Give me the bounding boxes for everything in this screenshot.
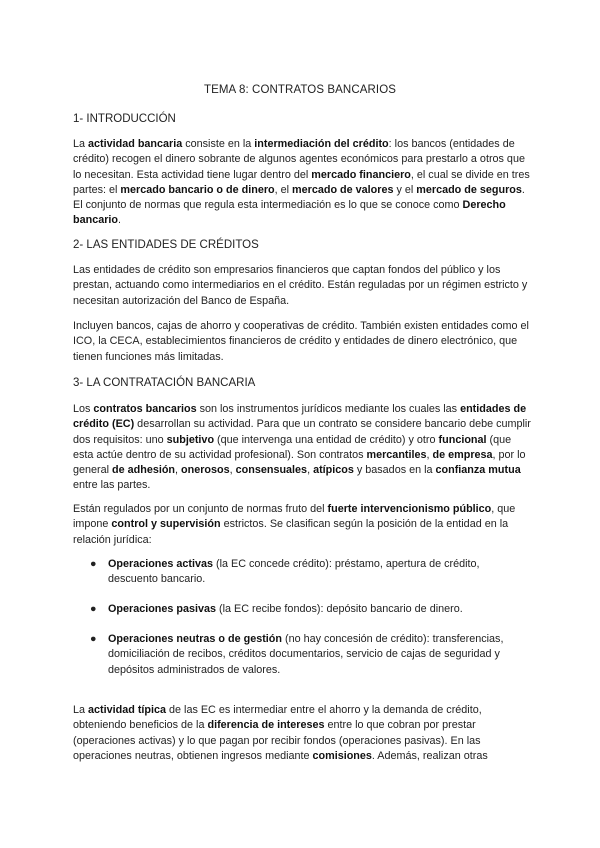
bold-term: atípicos [313,464,354,477]
text-run: La [73,138,89,150]
bold-term: fuerte intervencionismo público [327,503,492,515]
bullet-icon: ● [90,603,97,615]
text-run: , [426,448,433,461]
text-run: La [73,704,89,716]
bold-term: confianza mutua [435,464,521,477]
paragraph-entidades-definicion [73,263,531,309]
bold-term: Operaciones neutras o de gestión [108,633,282,645]
bold-term: Operaciones activas [108,558,214,570]
text-run: Los [73,403,94,415]
bold-term: mercantiles [366,448,427,461]
list-item-operaciones-activas [90,557,530,588]
text-run: (no hay concesión de crédito): transferencias, domiciliación de recibos, créditos documentarios, servicio de cajas de seguridad y depósitos administrados de valores. [108,633,504,676]
bold-term: onerosos [181,464,230,477]
text-run: entre las partes. [73,479,151,492]
text-run: consiste en la [182,138,255,150]
text-run: son los instrumentos jurídicos mediante los cuales las [196,403,461,415]
text-run: . El conjunto de normas que regula esta intermediación es lo que se conoce como [73,183,525,212]
list-item-operaciones-pasivas [90,602,530,617]
text-run: , por lo general [73,448,526,477]
text-run: , [307,464,314,477]
bold-term: control y supervisión [111,518,221,531]
bold-term: entidades de crédito (EC) [73,403,527,431]
paragraph-entidades-tipos [73,319,531,365]
text-run: . Además, realizan otras [371,749,488,762]
text-run: y basados en la [353,464,436,477]
bold-term: de adhesión [112,464,176,477]
text-run: Incluyen bancos, cajas de ahorro y cooperativas de crédito. También existen entidades como el ICO, la CECA, establecimientos financieros de crédito y entidades de dinero electrónico, que tienen funciones más limitadas. [73,320,529,363]
paragraph-actividad-bancaria [73,137,531,229]
section-heading-contratacion-bancaria: 3- LA CONTRATACIÓN BANCARIA [73,377,256,389]
paragraph-contratos-bancarios [73,402,531,494]
text-run: Están regulados por un conjunto de normas fruto del [73,503,328,515]
bold-term: contratos bancarios [93,403,197,415]
bold-term: consensuales [235,464,308,477]
list-item-text [108,557,530,588]
bold-term: mercado de valores [292,183,394,196]
bold-term: mercado financiero [311,168,411,181]
section-heading-entidades-credito: 2- LAS ENTIDADES DE CRÉDITOS [73,239,259,251]
text-run: de las EC es intermediar entre el ahorro y la demanda de crédito, obteniendo beneficios de la [73,704,482,732]
bold-term: subjetivo [166,433,215,446]
bullet-icon: ● [90,633,97,645]
bold-term: funcional [438,433,487,446]
bold-term: mercado bancario o de dinero [120,183,275,196]
bold-term: intermediación del crédito [254,138,389,150]
paragraph-actividad-tipica [73,703,531,764]
text-run: , [229,464,236,477]
document-title: TEMA 8: CONTRATOS BANCARIOS [203,84,397,96]
bold-term: actividad bancaria [88,138,183,150]
bold-term: mercado de seguros [416,183,522,196]
bullet-icon: ● [90,558,97,570]
paragraph-regulacion [73,502,531,548]
text-run: entre lo que cobran por prestar (operaciones activas) y lo que pagan por recibir fondos (operaciones pasivas). En las operaciones neutras, obtienen ingresos mediante [73,719,481,762]
text-run: (la EC recibe fondos): depósito bancario de dinero. [216,603,463,615]
text-run: . [118,214,122,227]
text-run: (que esta actúe dentro de su actividad profesional). Son contratos [73,433,512,461]
list-item-text [108,632,530,678]
text-run: , que impone [73,503,516,531]
text-run: estrictos. Se clasifican según la posición de la entidad en la relación jurídica: [73,518,509,546]
text-run: : los bancos (entidades de crédito) recogen el dinero sobrante de algunos agentes económicos para prestarlo a otros que lo necesitan. Esta actividad tiene lugar dentro del [73,138,525,181]
bold-term: diferencia de intereses [207,719,325,732]
text-run: , el [274,183,293,196]
text-run: (que intervenga una entidad de crédito) y otro [214,433,439,446]
text-run: Las entidades de crédito son empresarios financieros que captan fondos del público y los prestan, actuando como intermediarios en el crédito. Están reguladas por un régimen estricto y necesitan autorización del Banco de España. [73,264,528,307]
text-run: y el [393,183,417,196]
text-run: , [175,464,182,477]
list-item-text [108,602,530,617]
list-item-operaciones-neutras [90,632,530,678]
bold-term: comisiones [312,749,372,762]
bold-term: de empresa [432,448,493,461]
section-heading-introduccion: 1- INTRODUCCIÓN [73,113,176,125]
bold-term: actividad típica [88,704,167,716]
text-run: (la EC concede crédito): préstamo, apertura de crédito, descuento bancario. [108,558,480,586]
bold-term: Derecho bancario [73,199,506,227]
text-run: , el cual se divide en tres partes: el [73,168,530,196]
bold-term: Operaciones pasivas [108,603,217,615]
text-run: desarrollan su actividad. Para que un contrato se considere bancario debe cumplir dos requisitos: uno [73,418,531,446]
